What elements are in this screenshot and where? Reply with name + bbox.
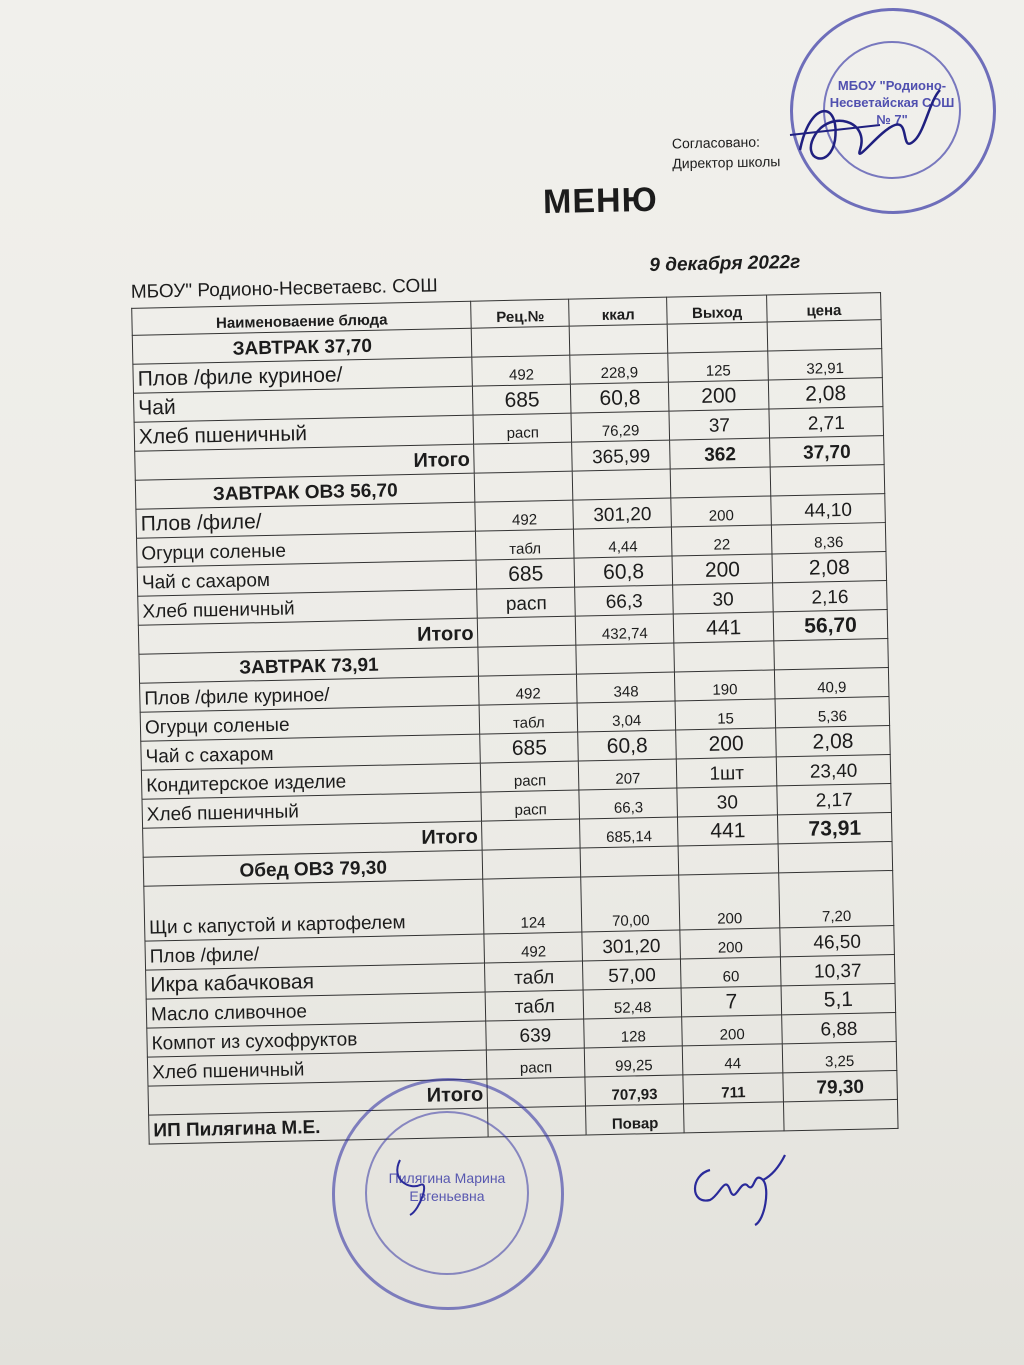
recipe-number: табл <box>480 703 578 734</box>
total-label: Итого <box>138 618 478 654</box>
yield-value: 60 <box>681 957 781 988</box>
school-name: МБОУ" Родионо-Несветаевс. СОШ <box>130 275 438 303</box>
column-header-price: цена <box>767 293 881 322</box>
price-value: 2,17 <box>777 784 891 815</box>
total-yield: 711 <box>683 1073 783 1104</box>
recipe-number: 639 <box>486 1019 584 1050</box>
kcal-value: 301,20 <box>573 498 671 529</box>
kcal-value: 76,29 <box>571 411 669 442</box>
dish-name: Компот из сухофруктов <box>147 1021 487 1057</box>
yield-value: 30 <box>677 786 777 817</box>
price-value: 2,08 <box>772 552 886 583</box>
kcal-value: 3,04 <box>577 701 675 732</box>
contractor-name: ИП Пилягина М.Е. <box>149 1108 489 1144</box>
yield-value: 200 <box>680 928 780 959</box>
menu-table <box>131 292 898 1145</box>
recipe-number: 685 <box>476 558 574 589</box>
kcal-value: 60,8 <box>578 730 676 761</box>
total-kcal: 432,74 <box>576 614 674 645</box>
price-value: 32,91 <box>768 349 882 380</box>
total-price: 37,70 <box>770 436 884 467</box>
recipe-number: расп <box>477 587 575 618</box>
kcal-value: 301,20 <box>582 930 680 961</box>
kcal-value: 348 <box>577 672 675 703</box>
kcal-value: 57,00 <box>583 959 681 990</box>
dish-name: Щи с капустой и картофелем <box>144 879 485 941</box>
price-value: 7,20 <box>779 870 894 927</box>
dish-name: Хлеб пшеничный <box>138 589 478 625</box>
price-value: 2,08 <box>776 726 890 757</box>
yield-value: 200 <box>679 873 780 930</box>
total-kcal: 365,99 <box>572 440 670 471</box>
recipe-number: 492 <box>472 355 570 386</box>
yield-value: 15 <box>675 699 775 730</box>
cook-label: Повар <box>586 1104 684 1135</box>
dish-name: Хлеб пшеничный <box>142 792 482 828</box>
section-title: Обед ОВЗ 79,30 <box>143 850 483 886</box>
kcal-value: 70,00 <box>581 875 680 932</box>
cook-signature <box>685 1150 795 1230</box>
dish-name: Плов /филе/ <box>145 934 485 970</box>
menu-document <box>120 44 925 1240</box>
total-label: Итого <box>148 1079 488 1115</box>
contractor-stamp-text: Пилягина Марина Евгеньевна <box>388 1170 506 1204</box>
kcal-value: 52,48 <box>583 988 681 1019</box>
director-signature <box>780 80 950 190</box>
menu-date: 9 декабря 2022г <box>649 251 801 276</box>
section-title: ЗАВТРАК ОВЗ 56,70 <box>135 473 475 509</box>
contractor-signature <box>380 1150 460 1220</box>
kcal-value: 66,3 <box>579 788 677 819</box>
total-label: Итого <box>143 821 483 857</box>
price-value: 23,40 <box>776 755 890 786</box>
yield-value: 37 <box>669 409 769 440</box>
total-yield: 362 <box>670 438 770 469</box>
dish-name: Чай <box>133 386 473 422</box>
approval-label: Согласовано: <box>671 133 761 152</box>
price-value: 40,9 <box>775 668 889 699</box>
price-value: 8,36 <box>771 523 885 554</box>
kcal-value: 60,8 <box>574 556 672 587</box>
price-value: 2,08 <box>768 378 882 409</box>
recipe-number: 492 <box>479 674 577 705</box>
price-value: 2,16 <box>773 581 887 612</box>
recipe-number: 685 <box>473 384 571 415</box>
dish-name: Плов /филе куриное/ <box>140 676 480 712</box>
column-header-yield: Выход <box>667 295 767 324</box>
yield-value: 1шт <box>676 757 776 788</box>
yield-value: 200 <box>672 554 772 585</box>
director-label: Директор школы <box>672 153 781 172</box>
recipe-number: расп <box>481 790 579 821</box>
price-value: 46,50 <box>780 925 894 956</box>
kcal-value: 207 <box>579 759 677 790</box>
recipe-number: табл <box>485 961 583 992</box>
kcal-value: 60,8 <box>571 382 669 413</box>
dish-name: Огурци соленые <box>140 705 480 741</box>
recipe-number: табл <box>486 990 584 1021</box>
column-header-dish: Наименоваение блюда <box>132 301 472 335</box>
kcal-value: 128 <box>584 1017 682 1048</box>
kcal-value: 228,9 <box>570 353 668 384</box>
dish-name: Хлеб пшеничный <box>134 415 474 451</box>
yield-value: 200 <box>682 1015 782 1046</box>
price-value: 44,10 <box>771 494 885 525</box>
yield-value: 44 <box>682 1044 782 1075</box>
recipe-number: табл <box>476 529 574 560</box>
yield-value: 22 <box>672 525 772 556</box>
yield-value: 200 <box>676 728 776 759</box>
recipe-number: расп <box>481 761 579 792</box>
total-price: 79,30 <box>783 1070 897 1101</box>
dish-name: Масло сливочное <box>146 992 486 1028</box>
dish-name: Чай с сахаром <box>141 734 481 770</box>
kcal-value: 4,44 <box>574 527 672 558</box>
yield-value: 200 <box>669 380 769 411</box>
yield-value: 7 <box>681 986 781 1017</box>
recipe-number: расп <box>487 1048 585 1079</box>
yield-value: 30 <box>673 583 773 614</box>
approval-block <box>672 131 781 173</box>
price-value: 5,36 <box>775 697 889 728</box>
dish-name: Плов /филе куриное/ <box>133 357 473 393</box>
dish-name: Икра кабачковая <box>146 963 486 999</box>
dish-name: Плов /филе/ <box>136 502 476 538</box>
page-title: МЕНЮ <box>542 180 659 222</box>
yield-value: 190 <box>675 670 775 701</box>
recipe-number: 492 <box>475 500 573 531</box>
total-price: 73,91 <box>778 813 892 844</box>
yield-value: 125 <box>668 351 768 382</box>
total-yield: 441 <box>678 815 778 846</box>
kcal-value: 99,25 <box>585 1046 683 1077</box>
recipe-number: 685 <box>480 732 578 763</box>
total-price: 56,70 <box>773 610 887 641</box>
price-value: 10,37 <box>781 954 895 985</box>
dish-name: Чай с сахаром <box>137 560 477 596</box>
dish-name: Кондитерское изделие <box>141 763 481 799</box>
recipe-number: расп <box>473 413 571 444</box>
price-value: 6,88 <box>782 1012 896 1043</box>
recipe-number: 492 <box>484 932 582 963</box>
kcal-value: 66,3 <box>575 585 673 616</box>
total-kcal: 707,93 <box>585 1075 683 1106</box>
total-yield: 441 <box>673 612 773 643</box>
column-header-recipe: Рец.№ <box>471 299 569 328</box>
price-value: 3,25 <box>782 1041 896 1072</box>
dish-name: Огурци соленые <box>137 531 477 567</box>
recipe-number: 124 <box>483 877 582 934</box>
total-kcal: 685,14 <box>580 817 678 848</box>
yield-value: 200 <box>671 496 771 527</box>
price-value: 2,71 <box>769 407 883 438</box>
school-stamp-text: МБОУ "Родионо-Несветайская СОШ № 7" <box>829 78 955 127</box>
section-title: ЗАВТРАК 73,91 <box>139 647 479 683</box>
total-label: Итого <box>135 444 475 480</box>
column-header-kcal: ккал <box>569 297 667 326</box>
dish-name: Хлеб пшеничный <box>147 1050 487 1086</box>
price-value: 5,1 <box>781 983 895 1014</box>
section-title: ЗАВТРАК 37,70 <box>132 328 472 364</box>
